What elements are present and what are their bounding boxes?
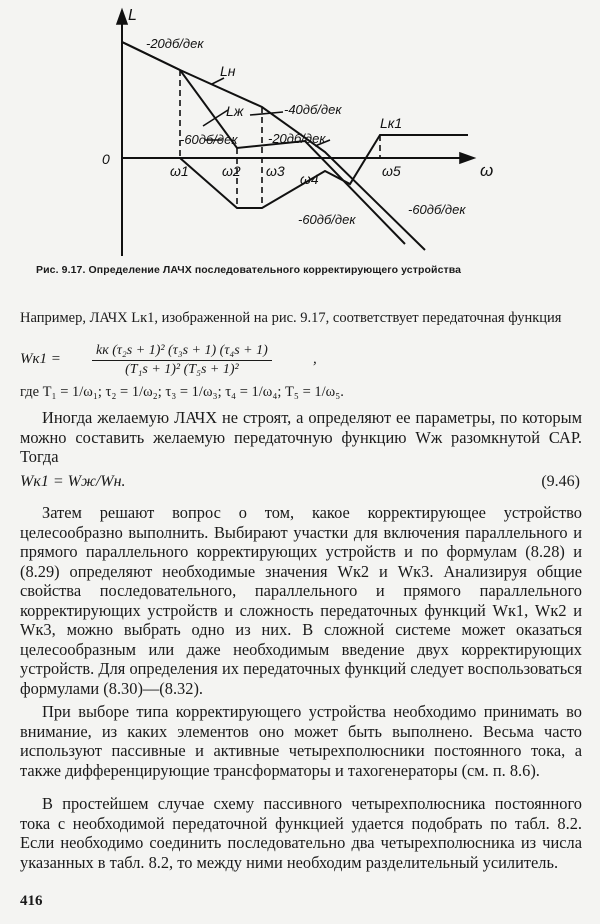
curve-l-zh [122, 42, 405, 244]
label-l-k1: Lк1 [380, 115, 403, 131]
slope-s60-right: -60дб/дек [408, 202, 466, 217]
eq1-fraction [92, 343, 272, 378]
zero-label: 0 [102, 151, 110, 167]
lafc-figure [0, 0, 600, 262]
y-axis-label: L [128, 7, 137, 24]
slope-s20-top: -20дб/дек [146, 36, 204, 51]
y-axis-arrow [117, 10, 127, 24]
slope-s60-left: -60дб/дек [180, 132, 238, 147]
x-axis-label: ω [480, 161, 494, 180]
omega2-label: ω2 [222, 163, 241, 179]
eq1-where: где T₁ = 1/ω₁; τ₂ = 1/ω₂; τ₃ = 1/ω₃; τ₄ = 1/ω₄; T₅ = 1/ω₅. [20, 384, 344, 400]
omega3-label: ω3 [266, 163, 285, 179]
slope-s20-mid: -20дб/дек [268, 131, 326, 146]
slope-s60-bottom: -60дб/дек [298, 212, 356, 227]
omega1-label: ω1 [170, 163, 189, 179]
paragraph-2: Затем решают вопрос о том, какое корректирующее устройство целесообразно выполнить. Выбирают участки для включения параллельного и прямого параллельного корректирующих устройств и по формулам (8.28) и (8.29) определяют необходимые значения Wк2 и Wк3. Анализируя общие свойства последовательного, параллельного и прямого параллельного корректирующих устройств и сложность передаточных функций Wк1, Wк2 и Wк3, можно выбрать одно из них. В сложной системе может оказаться целесообразным или даже необходимым введение двух корректирующих устройств. Для определения их передаточных функций следует воспользоваться формулами (8.30)—(8.32). [20, 503, 582, 698]
eq1-comma: , [313, 351, 317, 367]
paragraph-1: Иногда желаемую ЛАЧХ не строят, а определяют ее параметры, по которым можно составить желаемую передаточную функцию Wж разомкнутой САР. Тогда [20, 408, 582, 466]
leader-l-zh [203, 110, 228, 126]
omega5-label: ω5 [382, 163, 401, 179]
eq1-denominator: (T₁s + 1)² (T₅s + 1)² [125, 362, 239, 377]
slope-s40: -40дб/дек [284, 102, 342, 117]
eq2-formula: Wк1 = Wж/Wн. [20, 473, 126, 490]
label-l-zh: Lж [226, 103, 244, 119]
x-axis-arrow [460, 153, 474, 163]
figure-caption: Рис. 9.17. Определение ЛАЧХ последовательного корректирующего устройства [36, 264, 462, 276]
omega4-label: ω4 [300, 171, 319, 187]
leader-s40 [250, 112, 283, 115]
eq1-numerator: kк (τ₂s + 1)² (τ₃s + 1) (τ₄s + 1) [92, 343, 272, 361]
label-l-n: Lн [220, 63, 236, 79]
intro-text: Например, ЛАЧХ Lк1, изображенной на рис. 9.17, соответствует передаточная функция [20, 310, 562, 326]
eq1-lhs: Wк1 = [20, 351, 61, 367]
page-number: 416 [20, 893, 43, 909]
paragraph-4: В простейшем случае схему пассивного четырехполюсника постоянного тока с необходимой передаточной функцией удается подобрать по табл. 8.2. Если необходимо соединить последовательно два четырехполюсника из числа указанных в табл. 8.2, то между ними необходим разделительный усилитель. [20, 794, 582, 872]
eq2-number: (9.46) [541, 473, 580, 490]
paragraph-3: При выборе типа корректирующего устройства необходимо принимать во внимание, из каких элементов оно может быть выполнено. Весьма часто используют пассивные и активные четырехполюсники постоянного тока, а также дифференцирующие трансформаторы и тахогенераторы (см. п. 8.6). [20, 702, 582, 780]
